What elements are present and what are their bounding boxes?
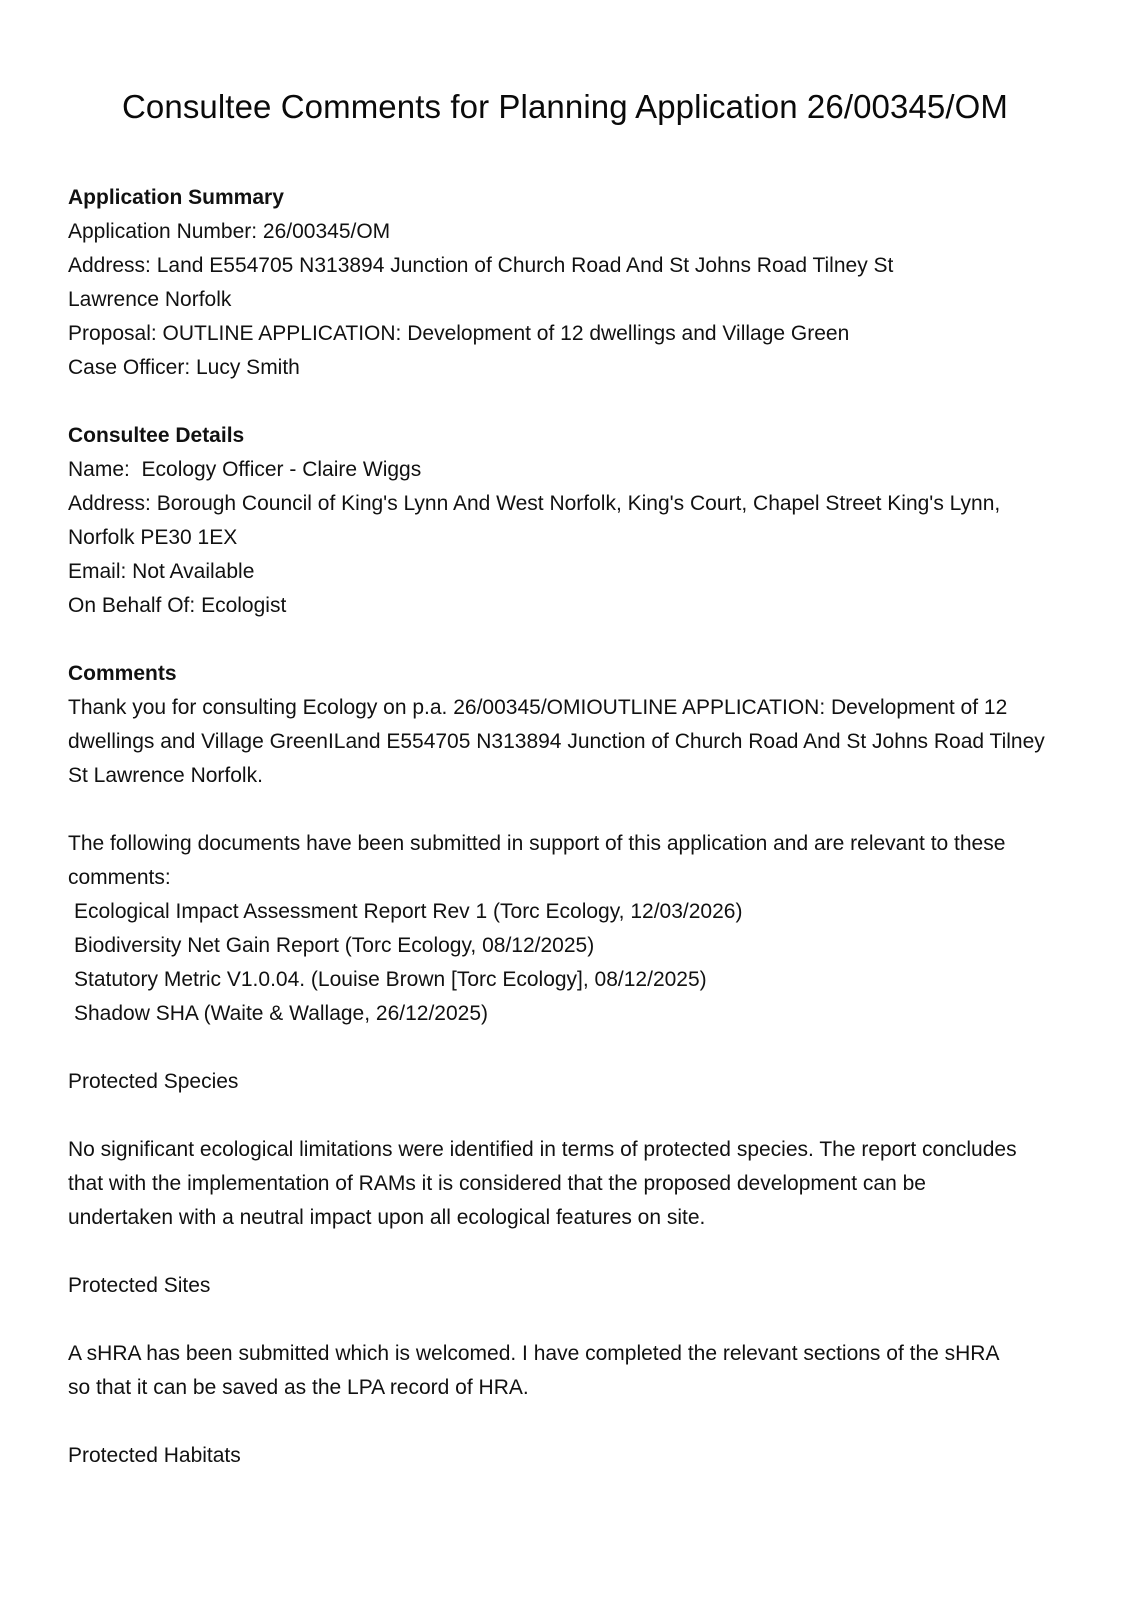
application-address: Address: Land E554705 N313894 Junction of Church Road And St Johns Road Tilney St Lawrence Norfolk bbox=[68, 254, 894, 311]
comments-intro: Thank you for consulting Ecology on p.a. 26/00345/OMIOUTLINE APPLICATION: Development of 12 dwellings and Village GreenILand E554705 N313894 Junction of Church Road And St Johns Road Tilney St Lawrence Norfolk. bbox=[68, 696, 1045, 787]
protected-sites-text: A sHRA has been submitted which is welcomed. I have completed the relevant sections of the sHRA so that it can be saved as the LPA record of HRA. bbox=[68, 1342, 999, 1399]
consultee-email: Email: Not Available bbox=[68, 560, 255, 583]
page-title: Consultee Comments for Planning Application 26/00345/OM bbox=[121, 88, 1008, 125]
consultee-on-behalf-of: On Behalf Of: Ecologist bbox=[68, 594, 287, 617]
case-officer: Case Officer: Lucy Smith bbox=[68, 356, 300, 379]
protected-species-heading: Protected Species bbox=[68, 1070, 239, 1093]
application-summary-heading: Application Summary bbox=[68, 186, 284, 209]
document-item: Biodiversity Net Gain Report (Torc Ecology, 08/12/2025) bbox=[74, 934, 595, 957]
consultee-details-section bbox=[68, 419, 1068, 623]
protected-species-text: No significant ecological limitations were identified in terms of protected species. The report concludes that with the implementation of RAMs it is considered that the proposed development can be undertaken with a neutral impact upon all ecological features on site. bbox=[68, 1138, 1017, 1229]
application-proposal: Proposal: OUTLINE APPLICATION: Development of 12 dwellings and Village Green bbox=[68, 322, 850, 345]
consultee-name: Name: Ecology Officer - Claire Wiggs bbox=[68, 458, 422, 481]
application-number: Application Number: 26/00345/OM bbox=[68, 220, 391, 243]
protected-sites-heading: Protected Sites bbox=[68, 1274, 211, 1297]
documents-intro: The following documents have been submitted in support of this application and are relevant to these comments: bbox=[68, 832, 1006, 889]
document-item: Statutory Metric V1.0.04. (Louise Brown [Torc Ecology], 08/12/2025) bbox=[74, 968, 707, 991]
application-summary-section bbox=[68, 181, 1068, 385]
consultee-details-heading: Consultee Details bbox=[68, 424, 245, 447]
protected-habitats-heading: Protected Habitats bbox=[68, 1444, 241, 1467]
comments-heading: Comments bbox=[68, 662, 177, 685]
document-item: Ecological Impact Assessment Report Rev 1 (Torc Ecology, 12/03/2026) bbox=[74, 900, 743, 923]
document-item: Shadow SHA (Waite & Wallage, 26/12/2025) bbox=[74, 1002, 489, 1025]
document-body bbox=[68, 181, 1068, 1473]
comments-section bbox=[68, 657, 1068, 1473]
consultee-address: Address: Borough Council of King's Lynn And West Norfolk, King's Court, Chapel Street King's Lynn, Norfolk PE30 1EX bbox=[68, 492, 1001, 549]
